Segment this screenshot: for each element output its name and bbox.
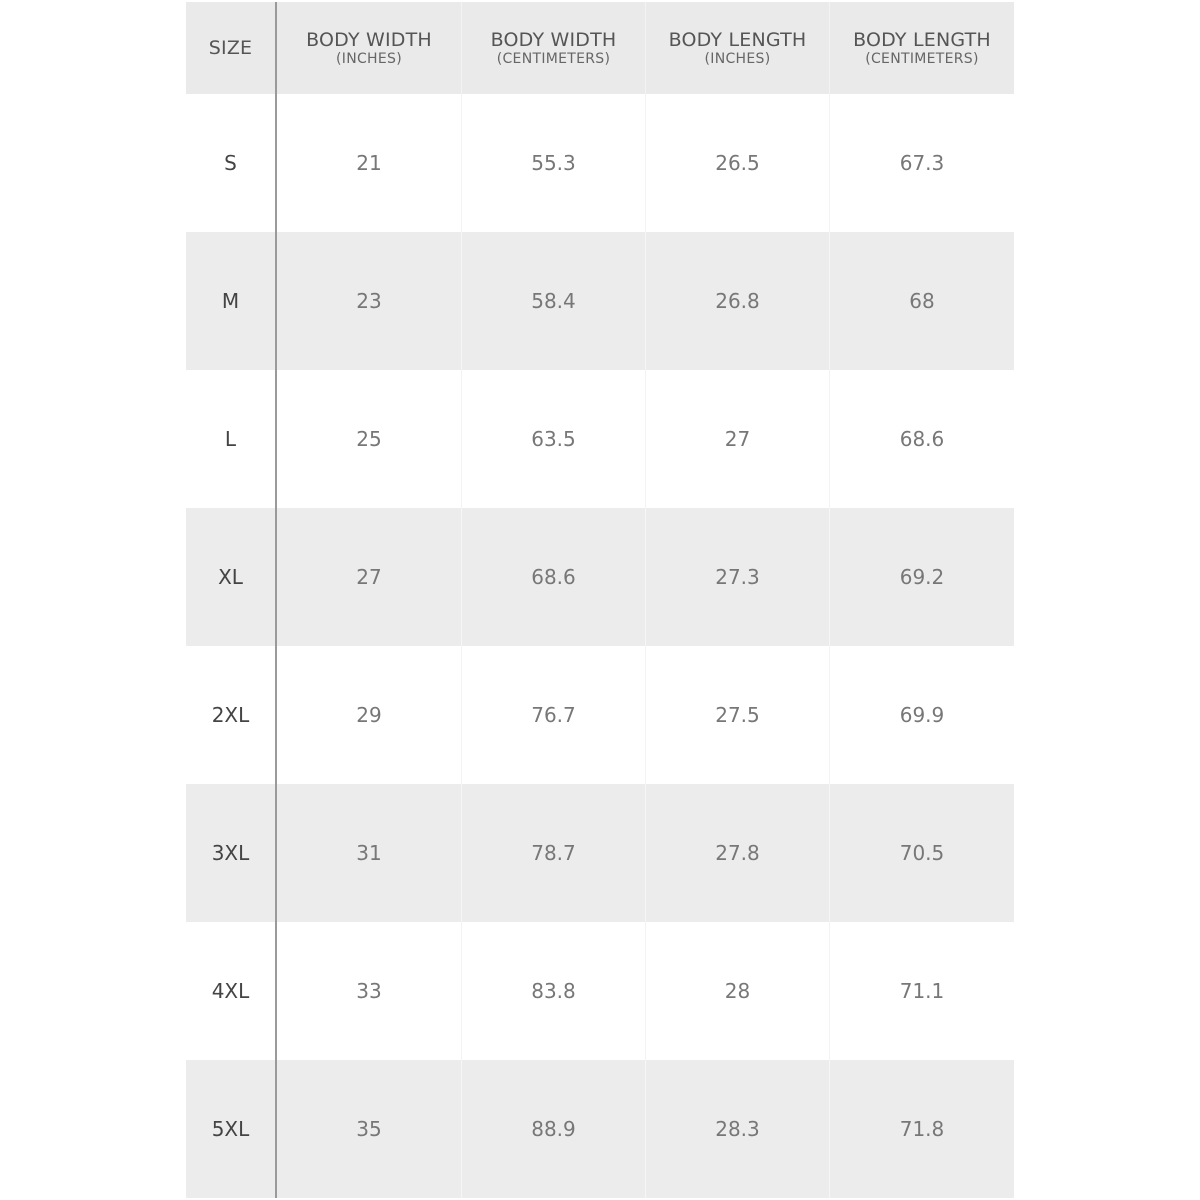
value-cell: 27.8 [646, 784, 830, 922]
size-cell: XL [186, 508, 277, 646]
value-cell: 25 [277, 370, 462, 508]
size-chart-table [186, 2, 1014, 1198]
value-cell: 63.5 [462, 370, 646, 508]
value-cell: 71.8 [830, 1060, 1014, 1198]
value-cell: 68.6 [462, 508, 646, 646]
value-cell: 69.2 [830, 508, 1014, 646]
value-cell: 33 [277, 922, 462, 1060]
size-cell: 2XL [186, 646, 277, 784]
value-cell: 70.5 [830, 784, 1014, 922]
value-cell: 26.5 [646, 94, 830, 232]
value-cell: 28 [646, 922, 830, 1060]
value-cell: 23 [277, 232, 462, 370]
value-cell: 21 [277, 94, 462, 232]
value-cell: 27.3 [646, 508, 830, 646]
header-body-width-cm [462, 2, 646, 94]
value-cell: 27 [277, 508, 462, 646]
header-main-label: BODY WIDTH [490, 29, 617, 51]
size-cell: 3XL [186, 784, 277, 922]
value-cell: 69.9 [830, 646, 1014, 784]
header-body-length-cm [830, 2, 1014, 94]
size-cell: L [186, 370, 277, 508]
size-cell: S [186, 94, 277, 232]
value-cell: 27 [646, 370, 830, 508]
value-cell: 83.8 [462, 922, 646, 1060]
value-cell: 58.4 [462, 232, 646, 370]
size-cell: 4XL [186, 922, 277, 1060]
header-unit-label: (INCHES) [704, 51, 771, 67]
header-unit-label: (CENTIMETERS) [496, 51, 611, 67]
value-cell: 68 [830, 232, 1014, 370]
value-cell: 28.3 [646, 1060, 830, 1198]
value-cell: 35 [277, 1060, 462, 1198]
value-cell: 26.8 [646, 232, 830, 370]
header-main-label: BODY WIDTH [306, 29, 432, 51]
header-body-length-inches [646, 2, 830, 94]
value-cell: 27.5 [646, 646, 830, 784]
value-cell: 88.9 [462, 1060, 646, 1198]
value-cell: 71.1 [830, 922, 1014, 1060]
value-cell: 29 [277, 646, 462, 784]
value-cell: 68.6 [830, 370, 1014, 508]
value-cell: 76.7 [462, 646, 646, 784]
value-cell: 67.3 [830, 94, 1014, 232]
value-cell: 78.7 [462, 784, 646, 922]
value-cell: 31 [277, 784, 462, 922]
header-unit-label: (INCHES) [336, 51, 402, 67]
header-size [186, 2, 277, 94]
header-main-label: BODY LENGTH [668, 29, 807, 51]
header-body-width-inches [277, 2, 462, 94]
header-unit-label: (CENTIMETERS) [865, 51, 979, 67]
size-cell: M [186, 232, 277, 370]
header-size-label: SIZE [208, 37, 253, 59]
header-main-label: BODY LENGTH [853, 29, 991, 51]
size-cell: 5XL [186, 1060, 277, 1198]
value-cell: 55.3 [462, 94, 646, 232]
